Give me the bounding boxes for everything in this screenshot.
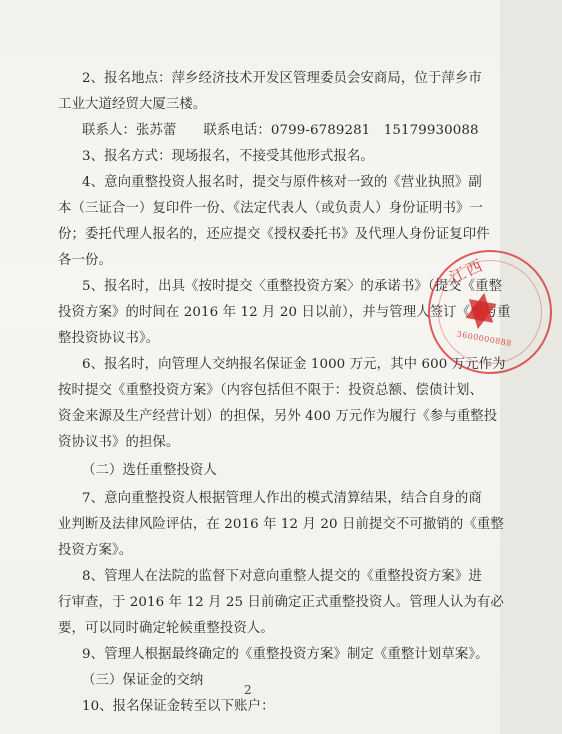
- text-line-13: 按时提交《重整投资方案》（内容包括但不限于：投资总额、偿债计划、: [58, 383, 483, 398]
- section-heading-2: （二）选任重整投资人: [82, 463, 217, 478]
- text-line-4: 3、报名方式：现场报名，不接受其他形式报名。: [82, 149, 374, 164]
- seal-number: 3600000888: [455, 329, 513, 349]
- text-line-18: 业判断及法律风险评估，在 2016 年 12 月 20 日前提交不可撤销的《重整: [58, 517, 504, 532]
- text-line-23: 9、管理人根据最终确定的《重整投资方案》制定《重整计划草案》。: [82, 647, 489, 662]
- text-line-19: 投资方案》。: [58, 543, 133, 558]
- text-line-17: 7、意向重整投资人根据管理人作出的模式清算结果，结合自身的商: [82, 491, 482, 506]
- text-line-11: 整投资协议书》。: [58, 331, 160, 346]
- text-line-14: 资金来源及生产经营计划）的担保，另外 400 万元作为履行《参与重整投: [58, 409, 498, 424]
- text-line-9: 5、报名时，出具《按时提交〈重整投资方案〉的承诺书》（提交《重整: [82, 279, 503, 294]
- text-line-22: 要，可以同时确定轮候重整投资人。: [58, 621, 274, 636]
- text-line-1: 2、报名地点：萍乡经济技术开发区管理委员会安商局，位于萍乡市: [82, 71, 482, 86]
- text-line-7: 份；委托代理人报名的，还应提交《授权委托书》及代理人身份证复印件: [58, 227, 490, 242]
- text-line-5: 4、意向重整投资人报名时，提交与原件核对一致的《营业执照》副: [82, 175, 482, 190]
- seal-text: 江西: [446, 255, 487, 288]
- page-number: 2: [244, 683, 252, 697]
- text-line-12: 6、报名时，向管理人交纳报名保证金 1000 万元，其中 600 万元作为: [82, 357, 506, 372]
- text-line-10: 投资方案》的时间在 2016 年 12 月 20 日以前），并与管理人签订《参与重: [58, 305, 511, 320]
- text-line-2: 工业大道经贸大厦三楼。: [58, 97, 207, 112]
- text-line-25: 10、报名保证金转至以下账户：: [82, 699, 275, 714]
- text-line-15: 资协议书》的担保。: [58, 435, 180, 450]
- text-line-3: 联系人：张苏蕾 联系电话：0799-6789281 15179930088: [82, 123, 479, 138]
- text-line-6: 本（三证合一）复印件一份、《法定代表人（或负责人）身份证明书》一: [58, 201, 483, 216]
- text-line-8: 各一份。: [58, 253, 112, 268]
- text-line-21: 行审查，于 2016 年 12 月 25 日前确定正式重整投资人。管理人认为有必: [58, 595, 504, 610]
- seal-star-icon: [466, 290, 498, 322]
- section-heading-3: （三）保证金的交纳: [82, 673, 204, 688]
- text-line-20: 8、管理人在法院的监督下对意向重整人提交的《重整投资方案》进: [82, 569, 482, 584]
